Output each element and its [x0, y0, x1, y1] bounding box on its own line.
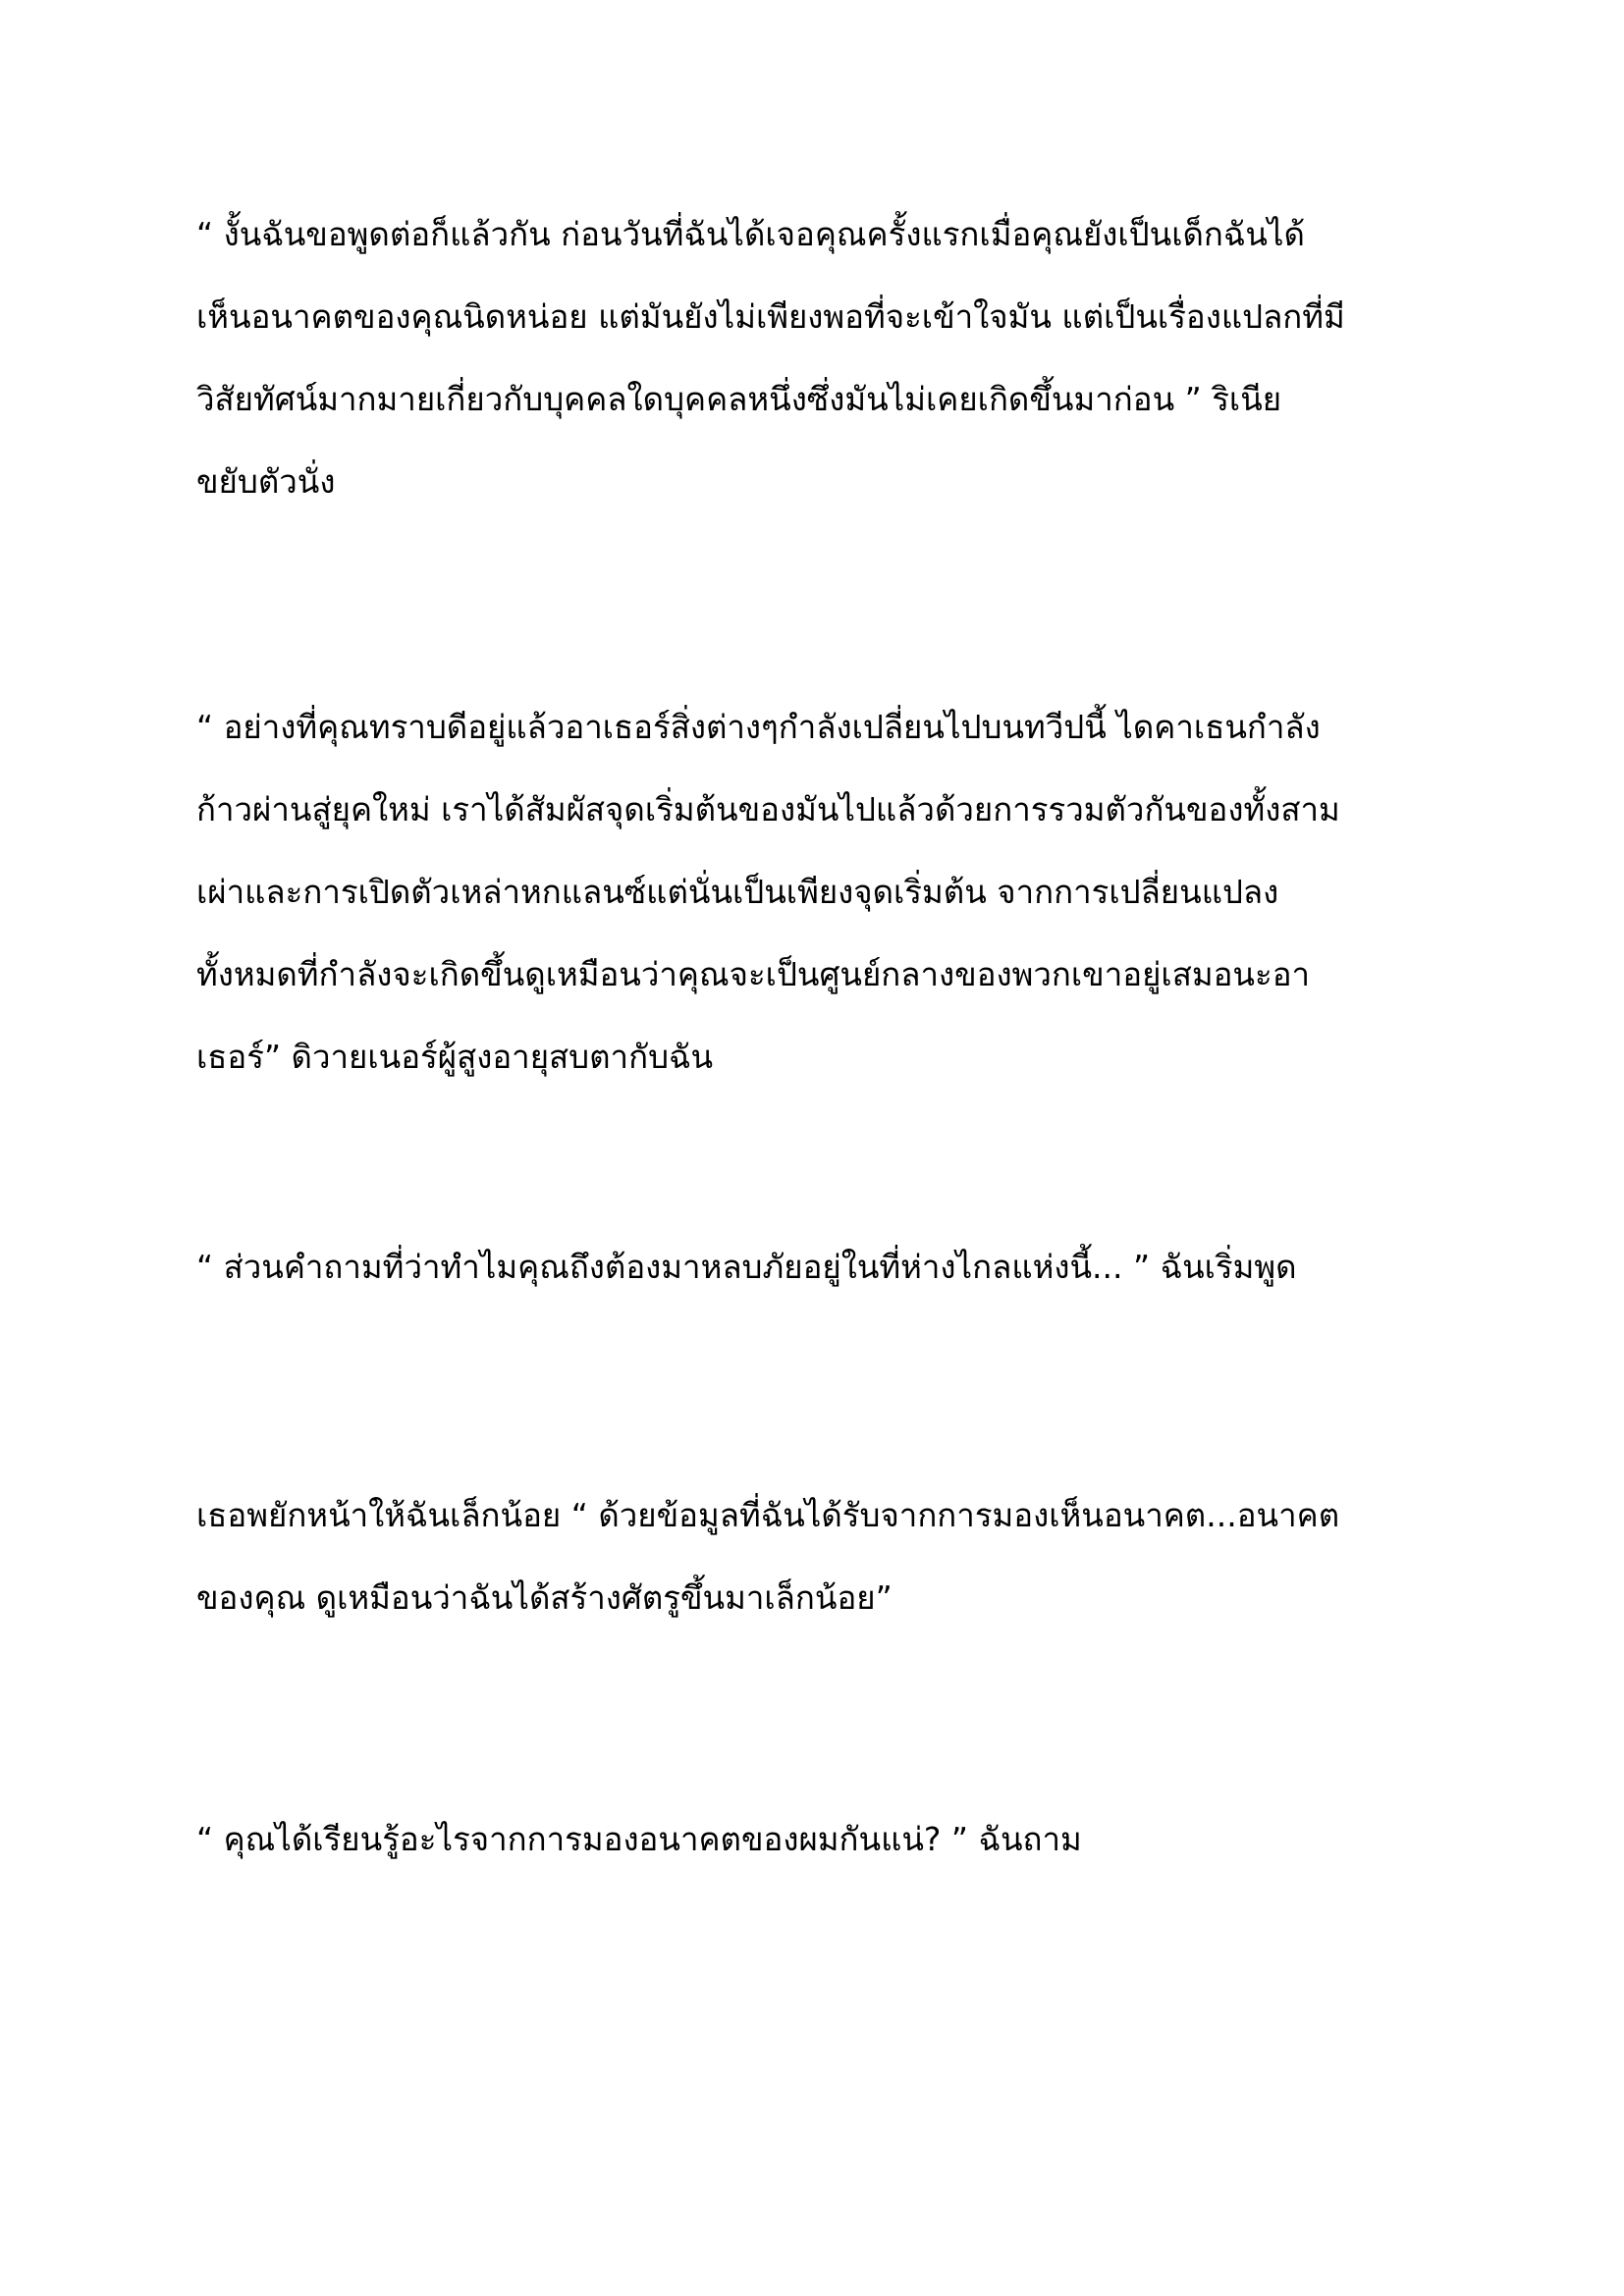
- text-line: ของคุณ ดูเหมือนว่าฉันได้สร้างศัตรูขึ้นมาเล็กน้อย”: [196, 1578, 893, 1617]
- text-line: ก้าวผ่านสู่ยุคใหม่ เราได้สัมผัสจุดเริ่มต้นของมันไปแล้วด้วยการรวมตัวกันของทั้งสาม: [196, 790, 1340, 828]
- text-line: ทั้งหมดที่กำลังจะเกิดขึ้นดูเหมือนว่าคุณจะเป็นศูนย์กลางของพวกเขาอยู่เสมอนะอา: [196, 955, 1311, 993]
- text-line: เห็นอนาคตของคุณนิดหน่อย แต่มันยังไม่เพียงพอที่จะเข้าใจมัน แต่เป็นเรื่องแปลกที่มี: [196, 297, 1345, 336]
- paragraph-4: [196, 1474, 1463, 1639]
- text-line: “ คุณได้เรียนรู้อะไรจากการมองอนาคตของผมกันแน่? ” ฉันถาม: [196, 1820, 1082, 1858]
- text-line: เผ่าและการเปิดตัวเหล่าหกแลนซ์แต่นั่นเป็นเพียงจุดเริ่มต้น จากการเปลี่ยนแปลง: [196, 873, 1279, 911]
- text-line: ขยับตัวนั่ง: [196, 462, 336, 501]
- text-line: วิสัยทัศน์มากมายเกี่ยวกับบุคคลใดบุคคลหนึ่งซึ่งมันไม่เคยเกิดขึ้นมาก่อน ” ริเนีย: [196, 380, 1282, 418]
- text-line: “ งั้นฉันขอพูดต่อก็แล้วกัน ก่อนวันที่ฉันได้เจอคุณครั้งแรกเมื่อคุณยังเป็นเด็กฉันได้: [196, 215, 1305, 253]
- paragraph-1: [196, 193, 1463, 523]
- text-line: เธอพยักหน้าให้ฉันเล็กน้อย “ ด้วยข้อมูลที่ฉันได้รับจากการมองเห็นอนาคต...อนาคต: [196, 1496, 1340, 1534]
- text-line: เธอร์” ดิวายเนอร์ผู้สูงอายุสบตากับฉัน: [196, 1038, 714, 1076]
- text-line: “ ส่วนคำถามที่ว่าทำไมคุณถึงต้องมาหลบภัยอยู่ในที่ห่างไกลแห่งนี้... ” ฉันเริ่มพูด: [196, 1248, 1297, 1286]
- paragraph-2: [196, 686, 1463, 1098]
- paragraph-3: [196, 1226, 1463, 1308]
- text-line: “ อย่างที่คุณทราบดีอยู่แล้วอาเธอร์สิ่งต่างๆกำลังเปลี่ยนไปบนทวีปนี้ ไดคาเธนกำลัง: [196, 708, 1321, 746]
- paragraph-5: [196, 1798, 1463, 1881]
